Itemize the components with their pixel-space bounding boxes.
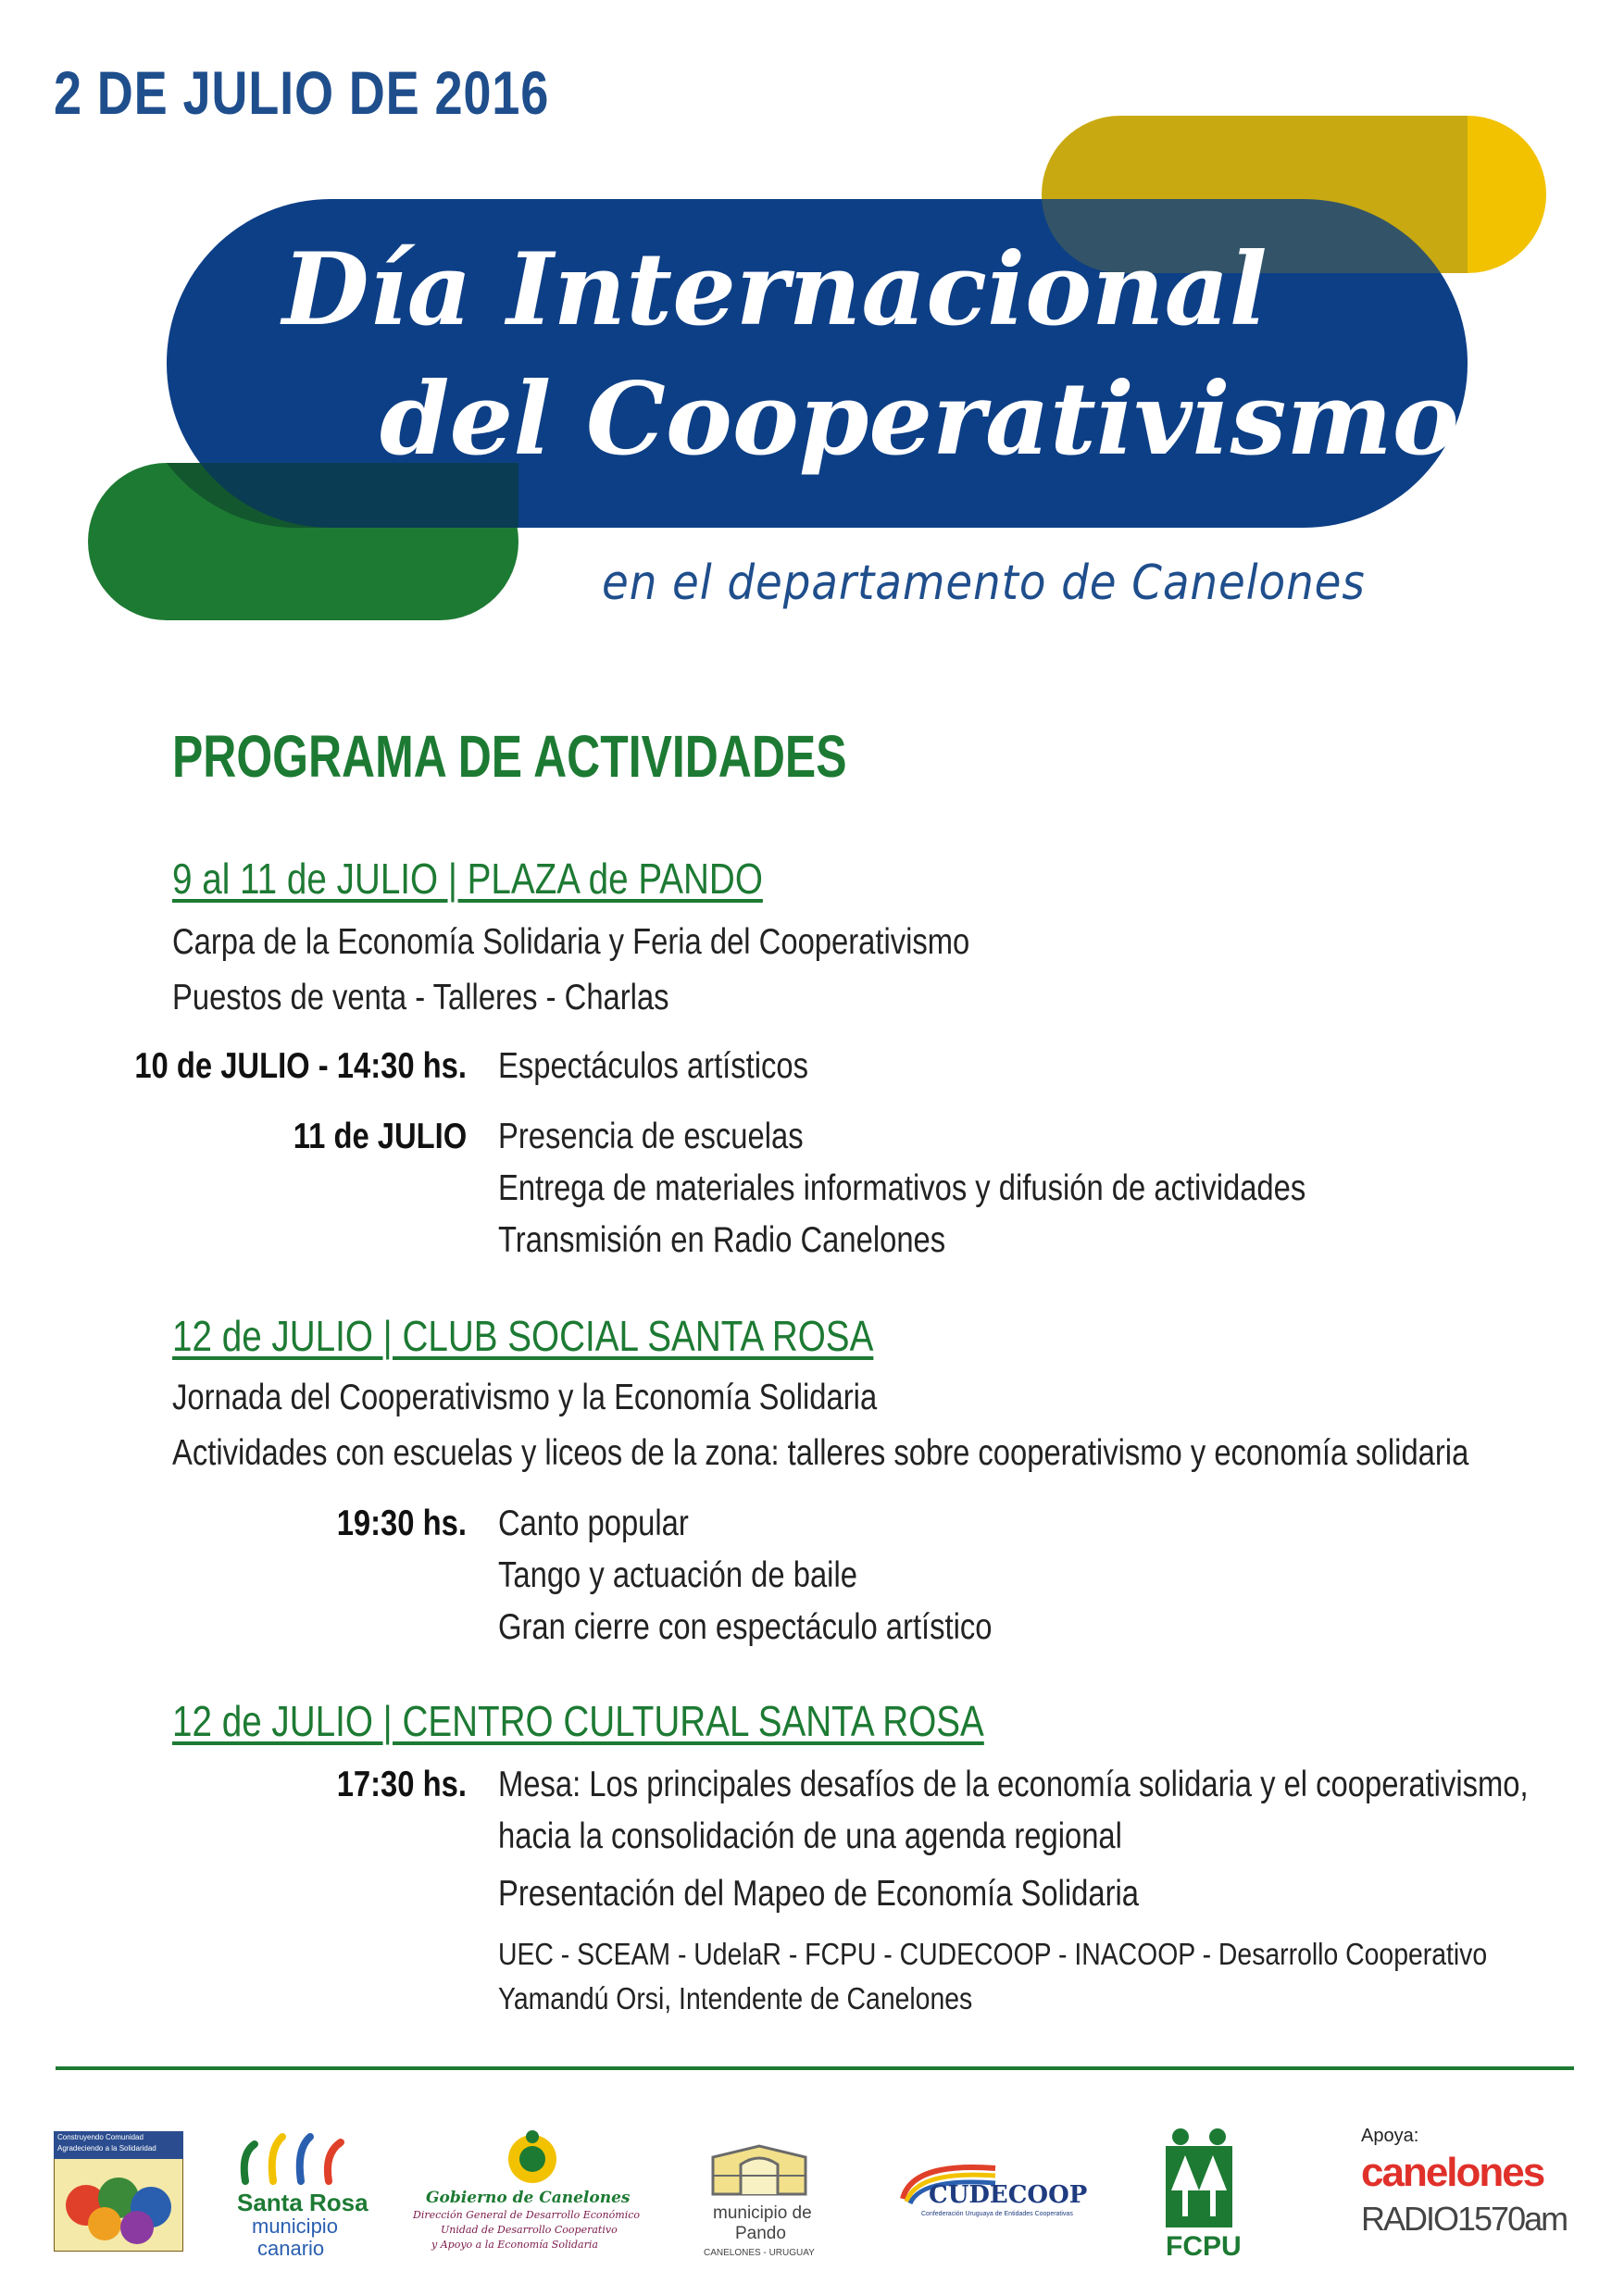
logo7-line1: canelones (1361, 2150, 1544, 2195)
pando-building-icon (704, 2139, 815, 2202)
logo3-line3: Unidad de Desarrollo Cooperativo (441, 2224, 618, 2236)
section1-row2-text3: Transmisión en Radio Canelones (498, 1220, 946, 1260)
people-figures-icon (231, 2126, 352, 2190)
section3-row-label: 17:30 hs. (336, 1765, 467, 1804)
logo-municipio-pando (704, 2139, 833, 2268)
section3-row-text5: Yamandú Orsi, Intendente de Canelones (498, 1981, 973, 2015)
title-line1: Día Internacional (282, 231, 1268, 348)
section2-row-label: 19:30 hs. (336, 1504, 467, 1543)
logo7-line2: RADIO1570am (1361, 2200, 1568, 2238)
section3-row-text3: Presentación del Mapeo de Economía Solidaria (498, 1874, 1140, 1914)
program-title: PROGRAMA DE ACTIVIDADES (172, 723, 847, 790)
section1-row1-text: Espectáculos artísticos (498, 1046, 809, 1086)
section1-row2-text1: Presencia de escuelas (498, 1117, 804, 1156)
logo5-name: CUDECOOP (929, 2181, 1088, 2209)
logo4-line3: CANELONES - URUGUAY (704, 2248, 815, 2258)
section2-row-text1: Canto popular (498, 1504, 689, 1543)
footer-divider (56, 2066, 1574, 2070)
section2-intro2: Actividades con escuelas y liceos de la zona: talleres sobre cooperativismo y economía solidaria (172, 1433, 1469, 1473)
logo3-line2: Dirección General de Desarrollo Económico (413, 2209, 640, 2221)
logo-construyendo-comunidad (54, 2131, 183, 2252)
logo1-line2: Agradeciendo a la Solidaridad (57, 2144, 156, 2152)
subtitle: en el departamento de Canelones (602, 555, 1366, 611)
logo4-line2: Pando (735, 2224, 786, 2243)
section2-intro1: Jornada del Cooperativismo y la Economía Solidaria (172, 1378, 878, 1417)
logo5-sub: Confederación Uruguaya de Entidades Cooperativas (921, 2211, 1073, 2217)
section1-intro2: Puestos de venta - Talleres - Charlas (172, 978, 669, 1017)
canelones-emblem-icon (505, 2129, 560, 2185)
title-line2: del Cooperativismo (380, 361, 1459, 478)
logo-cudecoop (893, 2157, 1088, 2231)
logo-fcpu (1162, 2126, 1242, 2265)
logo3-line1: Gobierno de Canelones (426, 2189, 631, 2207)
event-date: 2 DE JULIO DE 2016 (54, 58, 550, 127)
logo-santa-rosa (231, 2126, 369, 2265)
section1-intro1: Carpa de la Economía Solidaria y Feria del Cooperativismo (172, 922, 970, 962)
section3-row-text1: Mesa: Los principales desafíos de la economía solidaria y el cooperativismo, (498, 1765, 1529, 1804)
logo2-line2: municipio (252, 2215, 338, 2238)
section1-row2-label: 11 de JULIO (293, 1117, 467, 1156)
section3-row-text2: hacia la consolidación de una agenda regional (498, 1816, 1122, 1856)
section3-heading: 12 de JULIO | CENTRO CULTURAL SANTA ROSA (172, 1697, 984, 1745)
section1-row2-text2: Entrega de materiales informativos y difusión de actividades (498, 1168, 1306, 1208)
logo2-line1: Santa Rosa (237, 2189, 369, 2216)
section1-heading: 9 al 11 de JULIO | PLAZA de PANDO (172, 855, 763, 903)
title-banner (0, 0, 1624, 648)
logo6-name: FCPU (1166, 2231, 1242, 2262)
section1-row1-label: 10 de JULIO - 14:30 hs. (134, 1046, 467, 1086)
logo-radio-canelones (1361, 2126, 1583, 2265)
section2-heading: 12 de JULIO | CLUB SOCIAL SANTA ROSA (172, 1312, 874, 1360)
logo4-line1: municipio de (713, 2203, 812, 2223)
section2-row-text3: Gran cierre con espectáculo artístico (498, 1607, 993, 1647)
section3-row-text4: UEC - SCEAM - UdelaR - FCPU - CUDECOOP - INACOOP - Desarrollo Cooperativo (498, 1937, 1488, 1971)
logo3-line4: y Apoyo a la Economía Solidaria (431, 2239, 598, 2251)
logo1-line1: Construyendo Comunidad (57, 2133, 144, 2141)
fcpu-pine-trees-icon (1162, 2126, 1236, 2229)
logo-gobierno-canelones (407, 2129, 657, 2268)
section2-row-text2: Tango y actuación de baile (498, 1555, 857, 1595)
logo7-apoya: Apoya: (1361, 2126, 1419, 2146)
logo2-line3: canario (257, 2237, 325, 2260)
